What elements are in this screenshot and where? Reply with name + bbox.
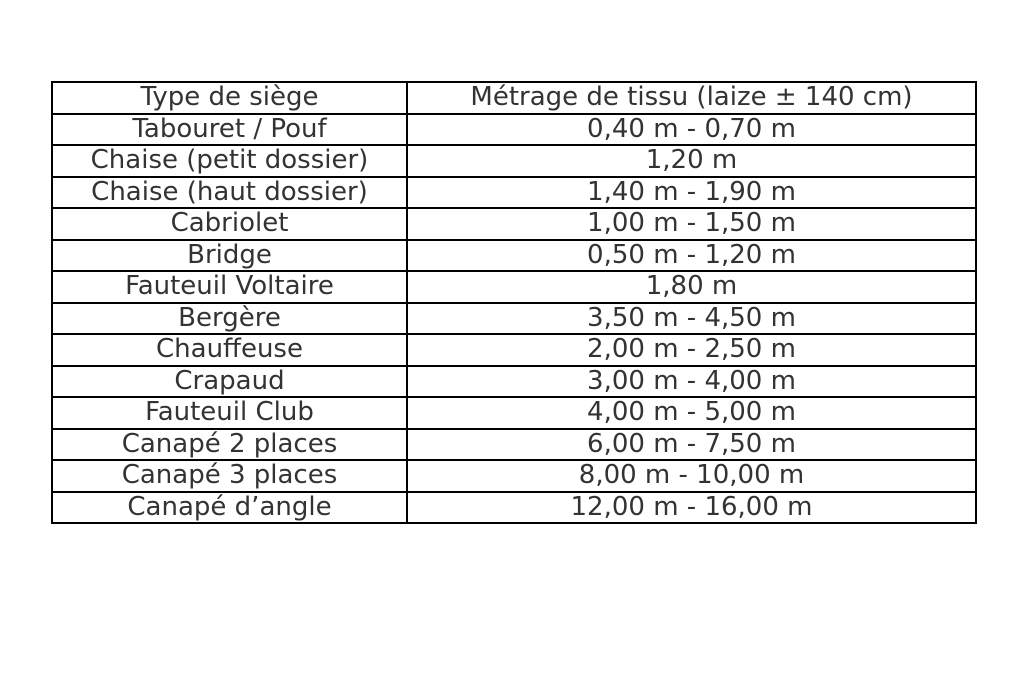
table-body: [52, 114, 976, 524]
fabric-length-cell: 1,40 m - 1,90 m: [407, 177, 976, 209]
table-row: [52, 208, 976, 240]
fabric-length-cell: 0,50 m - 1,20 m: [407, 240, 976, 272]
seat-type-cell: Bridge: [52, 240, 407, 272]
table-row: [52, 177, 976, 209]
table-row: [52, 366, 976, 398]
fabric-length-cell: 8,00 m - 10,00 m: [407, 460, 976, 492]
table-row: [52, 429, 976, 461]
header-row: [52, 82, 976, 114]
seat-type-cell: Canapé 3 places: [52, 460, 407, 492]
table-row: [52, 397, 976, 429]
fabric-length-cell: 6,00 m - 7,50 m: [407, 429, 976, 461]
table-row: [52, 303, 976, 335]
fabric-length-cell: 1,20 m: [407, 145, 976, 177]
fabric-length-cell: 0,40 m - 0,70 m: [407, 114, 976, 146]
table-row: [52, 492, 976, 524]
fabric-length-cell: 3,50 m - 4,50 m: [407, 303, 976, 335]
fabric-length-cell: 4,00 m - 5,00 m: [407, 397, 976, 429]
fabric-length-cell: 2,00 m - 2,50 m: [407, 334, 976, 366]
fabric-length-cell: 1,00 m - 1,50 m: [407, 208, 976, 240]
header-fabric-length: Métrage de tissu (laize ± 140 cm): [407, 82, 976, 114]
table-header: [52, 82, 976, 114]
seat-type-cell: Chaise (petit dossier): [52, 145, 407, 177]
table-row: [52, 334, 976, 366]
seat-type-cell: Crapaud: [52, 366, 407, 398]
fabric-table-container: [51, 81, 977, 524]
table-row: [52, 114, 976, 146]
table-row: [52, 460, 976, 492]
table-row: [52, 145, 976, 177]
seat-type-cell: Canapé d’angle: [52, 492, 407, 524]
seat-type-cell: Cabriolet: [52, 208, 407, 240]
fabric-length-cell: 1,80 m: [407, 271, 976, 303]
header-seat-type: Type de siège: [52, 82, 407, 114]
seat-type-cell: Fauteuil Voltaire: [52, 271, 407, 303]
fabric-length-cell: 3,00 m - 4,00 m: [407, 366, 976, 398]
fabric-yardage-table: [51, 81, 977, 524]
table-row: [52, 271, 976, 303]
fabric-length-cell: 12,00 m - 16,00 m: [407, 492, 976, 524]
seat-type-cell: Canapé 2 places: [52, 429, 407, 461]
table-row: [52, 240, 976, 272]
seat-type-cell: Tabouret / Pouf: [52, 114, 407, 146]
seat-type-cell: Bergère: [52, 303, 407, 335]
seat-type-cell: Fauteuil Club: [52, 397, 407, 429]
seat-type-cell: Chauffeuse: [52, 334, 407, 366]
seat-type-cell: Chaise (haut dossier): [52, 177, 407, 209]
